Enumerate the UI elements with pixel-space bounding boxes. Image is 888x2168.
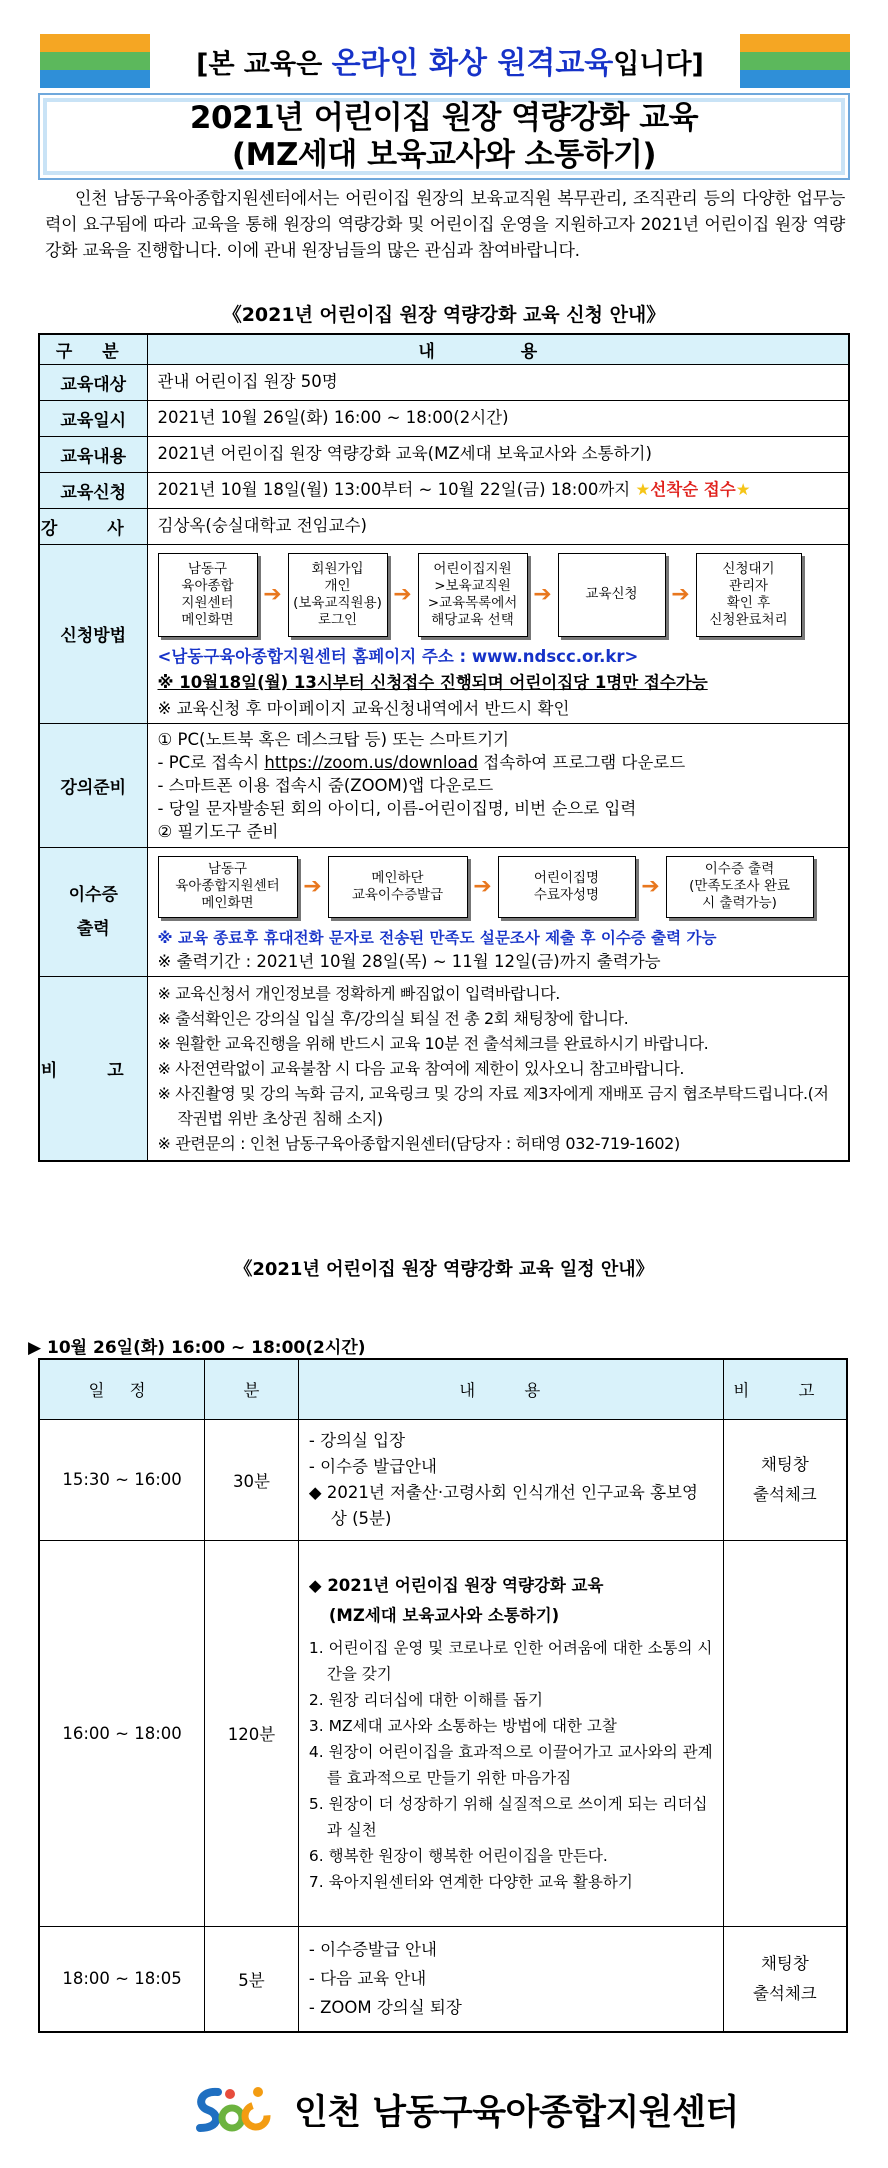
col-content-header: 내 용 xyxy=(147,334,849,364)
title-box xyxy=(38,93,850,180)
table-row xyxy=(39,1540,847,1926)
schedule-section-title: 《2021년 어린이집 원장 역량강화 교육 일정 안내》 xyxy=(234,1259,654,1280)
table-row xyxy=(39,1419,847,1540)
remark-item: ※ 원활한 교육진행을 위해 반드시 교육 10분 전 출석체크를 완료하시기 바랍니다. xyxy=(157,1033,709,1053)
content-label: 교육내용 xyxy=(39,436,147,472)
top-banner xyxy=(0,28,888,98)
list-item: 2. 원장 리더십에 대한 이해를 돕기 xyxy=(308,1691,543,1709)
row-minutes: 5분 xyxy=(205,1926,299,2032)
row-content xyxy=(298,1540,723,1926)
row-minutes: 30분 xyxy=(205,1419,299,1540)
schedule-date: ▶ 10월 26일(화) 16:00 ~ 18:00(2시간) xyxy=(28,1338,366,1358)
schedule-table xyxy=(38,1358,848,2033)
row-minutes: 120분 xyxy=(205,1540,299,1926)
list-item: 1. 어린이집 운영 및 코로나로 인한 어려움에 대한 소통의 시간을 갖기 xyxy=(308,1639,713,1683)
certificate-note-2: ※ 출력기간 : 2021년 10월 28일(목) ~ 11월 12일(금)까지 출력가능 xyxy=(157,951,661,971)
zoom-download-link[interactable]: https://zoom.us/download xyxy=(264,752,479,772)
flow-step: 남동구 육아종합 지원센터 메인화면 xyxy=(158,553,258,637)
flow-step: 어린이집명 수료자성명 xyxy=(498,856,636,918)
list-item: 7. 육아지원센터와 연계한 다양한 교육 활용하기 xyxy=(308,1873,633,1891)
apply-value xyxy=(147,472,849,508)
arrow-right-icon: ➔ xyxy=(303,873,322,899)
row-note: 채팅창 출석체크 xyxy=(723,1419,847,1540)
flow-step: 신청대기 관리자 확인 후 신청완료처리 xyxy=(696,553,802,637)
remark-item: ※ 사진촬영 및 강의 녹화 금지, 교육링크 및 강의 자료 제3자에게 재배포 금지 협조부탁드립니다.(저작권법 위반 초상권 침해 소지) xyxy=(157,1083,829,1128)
intro-paragraph: 인천 남동구육아종합지원센터에서는 어린이집 원장의 보육교직원 복무관리, 조직관리 등의 다양한 업무능력이 요구됨에 따라 교육을 통해 원장의 역량강화 및 어린이집 운영을 지원하고자 2021년 어린이집 원장 역량강화 교육을 진행합니다. 이에 관내 원장님들의 많은 관심과 참여바랍니다. xyxy=(45,189,845,261)
prep-value xyxy=(147,723,849,847)
certificate-note-1: ※ 교육 종료후 휴대전화 문자로 전송된 만족도 설문조사 제출 후 이수증 출력 가능 xyxy=(157,928,717,947)
footer xyxy=(190,2080,739,2140)
center-logo-icon xyxy=(190,2082,280,2138)
row-time: 16:00 ~ 18:00 xyxy=(39,1540,205,1926)
certificate-flow xyxy=(158,850,839,922)
arrow-right-icon: ➔ xyxy=(641,873,660,899)
arrow-right-icon: ➔ xyxy=(473,873,492,899)
notice-suffix: 입니다] xyxy=(613,49,704,80)
arrow-right-icon: ➔ xyxy=(671,581,690,607)
list-item: 6. 행복한 원장이 행복한 어린이집을 만든다. xyxy=(308,1847,608,1865)
flow-step: 메인하단 교육이수증발급 xyxy=(328,856,468,918)
page-subtitle: (MZ세대 보육교사와 소통하기) xyxy=(231,136,657,173)
application-table xyxy=(38,333,850,1162)
org-name: 인천 남동구육아종합지원센터 xyxy=(294,2093,739,2133)
flow-step: 이수증 출력 (만족도조사 완료 시 출력가능) xyxy=(666,856,814,918)
prep-label: 강의준비 xyxy=(39,723,147,847)
row-time: 15:30 ~ 16:00 xyxy=(39,1419,205,1540)
header-note: 비 고 xyxy=(723,1359,847,1419)
method-note-1: ※ 10월18일(월) 13시부터 신청접수 진행되며 어린이집당 1명만 접수가능 xyxy=(157,672,708,692)
content-value: 2021년 어린이집 원장 역량강화 교육(MZ세대 보육교사와 소통하기) xyxy=(147,436,849,472)
flow-step: 교육신청 xyxy=(558,553,666,637)
decorative-stripes-right xyxy=(740,34,850,88)
list-item: 3. MZ세대 교사와 소통하는 방법에 대한 고찰 xyxy=(308,1717,617,1735)
header-minutes: 분 xyxy=(205,1359,299,1419)
remark-item: ※ 관련문의 : 인천 남동구육아종합지원센터(담당자 : 허태영 032-719-1602) xyxy=(157,1133,680,1153)
flow-step: 남동구 육아종합지원센터 메인화면 xyxy=(158,856,298,918)
star-icon: ★ xyxy=(635,480,651,499)
row-time: 18:00 ~ 18:05 xyxy=(39,1926,205,2032)
target-value: 관내 어린이집 원장 50명 xyxy=(147,364,849,400)
row-content: - 강의실 입장 - 이수증 발급안내 ◆ 2021년 저출산·고령사회 인식개선 인구교육 홍보영상 (5분) xyxy=(298,1419,723,1540)
table-row xyxy=(39,1926,847,2032)
header-time: 일 정 xyxy=(39,1359,205,1419)
datetime-label: 교육일시 xyxy=(39,400,147,436)
first-come-badge: 선착순 접수 xyxy=(650,480,736,499)
certificate-value xyxy=(147,847,849,976)
certificate-label: 이수증 출력 xyxy=(39,847,147,976)
flow-step: 어린이집지원 >보육교직원 >교육목록에서 해당교육 선택 xyxy=(418,553,528,637)
method-label: 신청방법 xyxy=(39,544,147,723)
method-value xyxy=(147,544,849,723)
page-title: 2021년 어린이집 원장 역량강화 교육 xyxy=(189,99,699,136)
prep-item-2: ② 필기도구 준비 xyxy=(157,821,279,841)
prep-item-1: ① PC(노트북 혹은 데스크탑 등) 또는 스마트기기 xyxy=(157,729,510,749)
star-icon: ★ xyxy=(735,480,751,499)
application-section-title: 《2021년 어린이집 원장 역량강화 교육 신청 안내》 xyxy=(222,304,666,326)
row-content: - 이수증발급 안내 - 다음 교육 안내 - ZOOM 강의실 퇴장 xyxy=(298,1926,723,2032)
lecturer-value: 김상옥(숭실대학교 전임교수) xyxy=(147,508,849,544)
remark-item: ※ 교육신청서 개인정보를 정확하게 빠짐없이 입력바랍니다. xyxy=(157,983,560,1003)
arrow-right-icon: ➔ xyxy=(263,581,282,607)
online-notice xyxy=(170,38,730,82)
row-note: 채팅창 출석체크 xyxy=(723,1926,847,2032)
prep-item-1c: - 당일 문자발송된 회의 아이디, 이름-어린이집명, 비번 순으로 입력 xyxy=(157,798,637,818)
row-note xyxy=(723,1540,847,1926)
apply-label: 교육신청 xyxy=(39,472,147,508)
session-subheading: (MZ세대 보육교사와 소통하기) xyxy=(328,1606,560,1625)
col-label-header: 구 분 xyxy=(39,334,147,364)
homepage-address: <남동구육아종합지원센터 홈페이지 주소 : www.ndscc.or.kr> xyxy=(157,646,639,666)
method-note-2: ※ 교육신청 후 마이페이지 교육신청내역에서 반드시 확인 xyxy=(157,698,570,718)
header-content: 내 용 xyxy=(298,1359,723,1419)
apply-period: 2021년 10월 18일(월) 13:00부터 ~ 10월 22일(금) 18:00까지 xyxy=(157,480,631,499)
prep-item-1a: - PC로 접속시 https://zoom.us/download 접속하여 프로그램 다운로드 xyxy=(157,752,686,772)
prep-item-1b: - 스마트폰 이용 접속시 줌(ZOOM)앱 다운로드 xyxy=(157,775,494,795)
flow-step: 회원가입 개인 (보육교직원용) 로그인 xyxy=(288,553,388,637)
lecturer-label: 강 사 xyxy=(39,508,147,544)
list-item: 4. 원장이 어린이집을 효과적으로 이끌어가고 교사와의 관계를 효과적으로 만들기 위한 마음가짐 xyxy=(308,1743,713,1787)
decorative-stripes-left xyxy=(40,34,150,88)
arrow-right-icon: ➔ xyxy=(393,581,412,607)
notice-prefix: [본 교육은 xyxy=(196,49,332,80)
application-flow xyxy=(158,547,839,641)
list-item: 5. 원장이 더 성장하기 위해 실질적으로 쓰이게 되는 리더십과 실천 xyxy=(308,1795,708,1839)
target-label: 교육대상 xyxy=(39,364,147,400)
remarks-value xyxy=(147,976,849,1161)
remark-item: ※ 출석확인은 강의실 입실 후/강의실 퇴실 전 총 2회 채팅창에 합니다. xyxy=(157,1008,629,1028)
remark-item: ※ 사전연락없이 교육불참 시 다음 교육 참여에 제한이 있사오니 참고바랍니다. xyxy=(157,1058,685,1078)
datetime-value: 2021년 10월 26일(화) 16:00 ~ 18:00(2시간) xyxy=(147,400,849,436)
session-heading: ◆ 2021년 어린이집 원장 역량강화 교육 xyxy=(308,1576,604,1595)
notice-highlight: 온라인 화상 원격교육 xyxy=(331,46,614,81)
arrow-right-icon: ➔ xyxy=(533,581,552,607)
remarks-label: 비 고 xyxy=(39,976,147,1161)
